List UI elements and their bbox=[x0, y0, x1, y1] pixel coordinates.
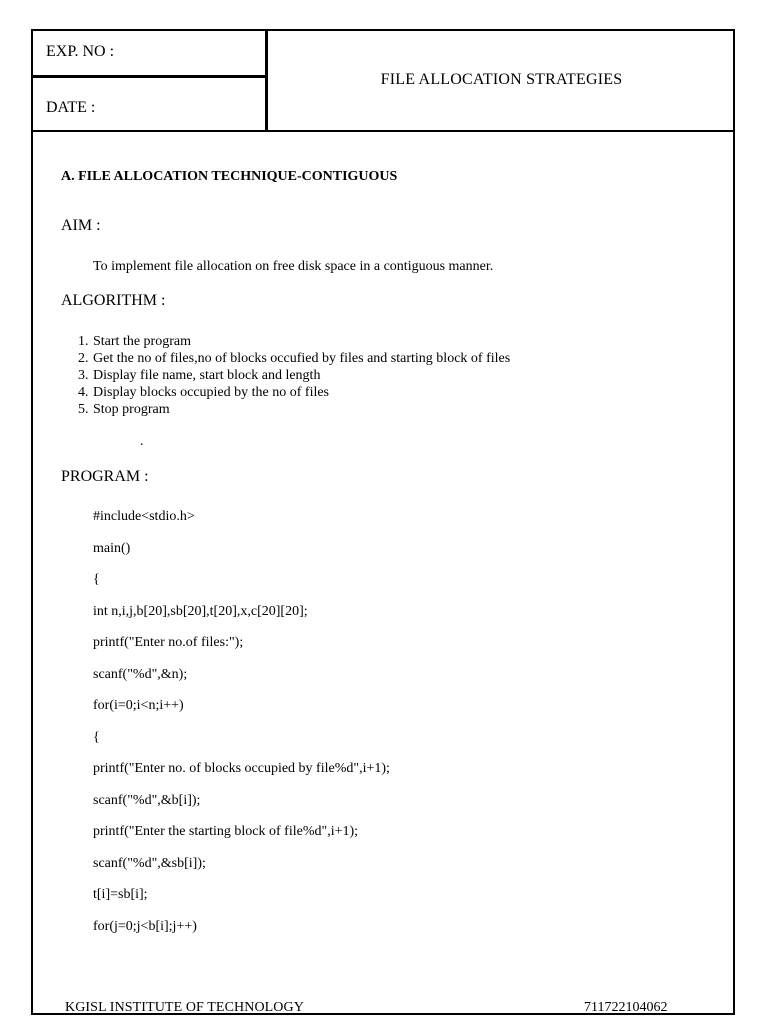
trailing-dot: . bbox=[140, 434, 144, 449]
date-label: DATE : bbox=[46, 99, 96, 116]
code-line: { bbox=[93, 729, 100, 745]
algorithm-step-number: 4. bbox=[78, 385, 89, 400]
algorithm-step bbox=[78, 384, 510, 401]
algorithm-step bbox=[78, 350, 510, 367]
code-line: int n,i,j,b[20],sb[20],t[20],x,c[20][20]; bbox=[93, 603, 308, 619]
code-line: scanf("%d",&n); bbox=[93, 666, 188, 682]
algorithm-step-text: Get the no of files,no of blocks occufied by files and starting block of files bbox=[93, 351, 511, 366]
code-line: printf("Enter no. of blocks occupied by file%d",i+1); bbox=[93, 761, 390, 776]
algorithm-step-number: 3. bbox=[78, 368, 89, 383]
algorithm-step-number: 2. bbox=[78, 351, 89, 366]
footer-register-number: 711722104062 bbox=[584, 1000, 668, 1015]
algorithm-step bbox=[78, 333, 510, 350]
code-line: printf("Enter no.of files:"); bbox=[93, 635, 244, 650]
aim-heading: AIM : bbox=[61, 217, 101, 234]
code-line: for(i=0;i<n;i++) bbox=[93, 698, 184, 713]
algorithm-steps bbox=[78, 333, 510, 418]
code-line: #include<stdio.h> bbox=[93, 509, 195, 524]
algorithm-step-number: 5. bbox=[78, 402, 89, 417]
algorithm-step-text: Start the program bbox=[93, 334, 191, 349]
algorithm-step-text: Stop program bbox=[93, 402, 170, 417]
footer-institution: KGISL INSTITUTE OF TECHNOLOGY bbox=[65, 1000, 304, 1015]
code-line: scanf("%d",&b[i]); bbox=[93, 792, 201, 808]
header-left-cell bbox=[31, 29, 268, 130]
code-line: scanf("%d",&sb[i]); bbox=[93, 855, 206, 871]
algorithm-step bbox=[78, 401, 510, 418]
program-code bbox=[93, 508, 390, 949]
code-line: printf("Enter the starting block of file%d",i+1); bbox=[93, 824, 359, 839]
exp-no-label: EXP. NO : bbox=[46, 43, 115, 60]
program-heading: PROGRAM : bbox=[61, 468, 149, 485]
document-header bbox=[31, 29, 735, 132]
algorithm-step-number: 1. bbox=[78, 334, 89, 349]
section-title: A. FILE ALLOCATION TECHNIQUE-CONTIGUOUS bbox=[61, 169, 398, 184]
code-line: main() bbox=[93, 540, 131, 556]
algorithm-step-text: Display file name, start block and length bbox=[93, 368, 321, 383]
code-line: t[i]=sb[i]; bbox=[93, 887, 148, 902]
aim-text: To implement file allocation on free disk space in a contiguous manner. bbox=[93, 259, 494, 274]
code-line: for(j=0;j<b[i];j++) bbox=[93, 918, 197, 934]
document-title: FILE ALLOCATION STRATEGIES bbox=[380, 70, 623, 88]
algorithm-step-text: Display blocks occupied by the no of files bbox=[93, 385, 330, 400]
algorithm-step bbox=[78, 367, 510, 384]
code-line: { bbox=[93, 572, 100, 587]
algorithm-heading: ALGORITHM : bbox=[61, 292, 166, 309]
